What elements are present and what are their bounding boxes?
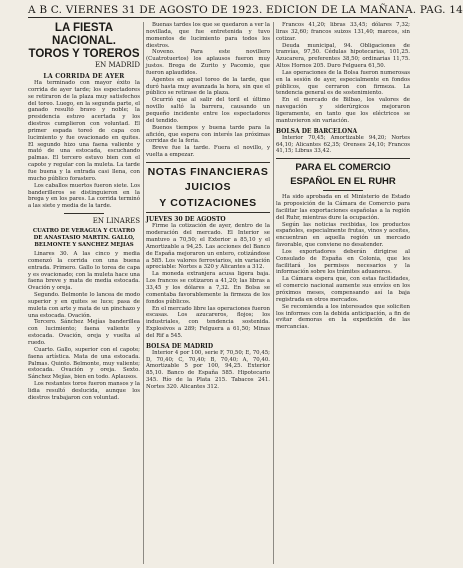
paragraph: Linares 30. A las cinco y media comenzó la corrida con una buena entrada. Primero. Gallo lo torea de capa y es ovacionado; con la muleta hace una faena breve y mata de media estocada. Ovación y oreja.: [28, 251, 140, 292]
paragraph: Se recomienda a los interesados que soliciten los informes con la debida anticipación, a fin de evitar demoras en la expedición de las mercancías.: [276, 303, 410, 331]
section-heading: CUATRO DE VERAGUA Y CUATRO DE ANASTASIO MARTIN. GALLO, BELMONTE Y SANCHEZ MEJIAS: [32, 228, 136, 249]
article-body: [276, 22, 410, 125]
headline: NOTAS FINANCIERAS: [147, 165, 269, 178]
paragraph: Tercero. Sánchez Mejías banderillea con lucimiento; faena valiente y estocada. Ovación, oreja y vuelta al ruedo.: [28, 319, 140, 346]
article-body: [276, 194, 410, 331]
paragraph: Segundo. Belmonte lo lancea de modo superior y en quites se luce; pasa de muleta con arte y mata de un pinchazo y una estocada. Ovación.: [28, 292, 140, 319]
paragraph: Noveno. Para este novillero (Cuatrotuertos) los aplausos fueron muy justos. Brega de Zurito y Pacomio, que fueron aplaudidos.: [146, 49, 270, 76]
headline: JUICIOS: [184, 181, 232, 194]
headline: ESPAÑOL EN EL RUHR: [290, 176, 396, 188]
article-body: [28, 251, 140, 402]
headline: PARA EL COMERCIO: [295, 162, 391, 174]
column-right: [276, 22, 410, 564]
section-heading: BOLSA DE BARCELONA: [276, 127, 358, 135]
paragraph: La moneda extranjera acusa ligera baja. Los francos se cotizaron a 41,20; las libras a 33,45 y los dólares a 7,32. En Bolsa se comentaba favorablemente la firmeza de los fondos públicos.: [146, 271, 270, 305]
paragraph: Buenas tardes los que se quedaron a ver la novillada, que fue entretenida y tuvo momentos de lucimiento para todos los diestros.: [146, 22, 270, 49]
paragraph: Ha terminado con mayor éxito la corrida de ayer tarde; los espectadores se retiraron de la plaza muy satisfechos del toreo. Luego, en la segunda parte, el ganado resultó bravo y noble; la presidencia estuvo acertada y los diestros cumplieron con voluntad. El primer espada toreó de capa con lucimiento y fue ovacionado en quites. El segundo hizo una faena valiente y mató de una estocada, escuchando palmas. El tercero estuvo bien con el capote y regular con la muleta. La tarde fue buena y la entrada casi llena, con mucho público forastero.: [28, 80, 140, 182]
paragraph: Agentes en aquel toreo de la tarde, que duró hasta muy avanzada la hora, sin que el público se retirase de la plaza.: [146, 76, 270, 97]
separator: [64, 213, 104, 214]
column-left: [28, 22, 140, 564]
paragraph: Cuarto. Gallo, superior con el capote; faena artística. Mata de una estocada. Palmas. Quinto. Belmonte, muy valiente; estocada. Ovación y oreja. Sexto. Sánchez Mejías, bien en todo. Aplausos.: [28, 346, 140, 381]
column-rule: [273, 22, 274, 564]
paragraph: Buenos tiempos y buena tarde para la afición, que espera con interés las próximas corridas de la feria.: [146, 124, 270, 145]
paragraph: Deuda municipal, 94. Obligaciones de tranvías, 97,50. Cédulas hipotecarias, 101,25. Azucarera, preferentes 38,50; ordinarias 11,75. Altos Hornos 205. Duro Felguera 61,50.: [276, 42, 410, 70]
paragraph: Los exportadores deberán dirigirse al Consulado de España en Colonia, que les facilitará los permisos necesarios y la información sobre los trámites aduaneros.: [276, 248, 410, 276]
paragraph: Francos 41,20; libras 33,45; dólares 7,32; liras 32,60; francos suizos 131,40; marcos, sin cotizar.: [276, 22, 410, 42]
paragraph: La Cámara espera que, con estas facilidades, el comercio nacional aumente sus envíos en los próximos meses, compensando así la baja registrada en otros mercados.: [276, 276, 410, 303]
paragraph: Firme la cotización de ayer, dentro de la moderación del mercado. El Interior se mantuvo a 70,50; el Exterior a 85,10 y el Amortizable a 94,25. Las acciones del Banco de España mejoraron un entero, cotizándose a 585. Los valores ferroviarios, sin variación apreciable: Nortes a 320 y Alicantes a 312.: [146, 223, 270, 271]
paragraph: En el mercado de Bilbao, los valores de navegación y siderúrgicos mejoraron ligeramente, en tanto que los eléctricos se mantuvieron sin variación.: [276, 97, 410, 124]
section-heading: JUEVES 30 DE AGOSTO: [146, 216, 226, 224]
article-body: [146, 22, 270, 159]
column-middle: [146, 22, 270, 564]
paragraph: Ha sido aprobada en el Ministerio de Estado la proposición de la Cámara de Comercio para facilitar las exportaciones españolas a la región del Ruhr, mientras dure la ocupación.: [276, 194, 410, 221]
divider: [146, 162, 270, 163]
headline: LA FIESTA NACIONAL.: [52, 22, 116, 47]
subheading: EN LINARES: [92, 217, 140, 226]
paragraph: Según las noticias recibidas, los productos españoles, especialmente frutas, vinos y aceites, encuentran en aquella región un mercado favorable, que conviene no desatender.: [276, 221, 410, 249]
column-rule: [143, 22, 144, 564]
paragraph: Interior 4 por 100, serie F, 70,50; E, 70,45; D, 70,40; C, 70,40; B, 70,40; A, 70,40. Amortizable 5 por 100, 94,25. Exterior 85,10. Banco de España 585. Hipotecario 345. Río de la Plata 215. Tabacos 241. Nortes 320. Alicantes 312.: [146, 349, 270, 390]
paragraph: En el mercado libre las operaciones fueron escasas. Los azucareros, flojos; los industriales, con tendencia sostenida. Explosivos a 289; Felguera a 61,50; Minas del Rif a 545.: [146, 305, 270, 339]
article-body: [28, 80, 140, 210]
divider: [276, 158, 410, 159]
headline: Y COTIZACIONES: [159, 196, 257, 209]
section-heading: LA CORRIDA DE AYER: [43, 73, 125, 80]
article-body: [276, 135, 410, 156]
subheading: EN MADRID: [95, 61, 140, 69]
paragraph: Interior 70,45; Amortizable 94,20; Nortes 64,10; Alicantes 62,35; Orenses 24,10; Francos 41,15; Libras 33,42.: [276, 134, 410, 155]
paragraph: Ocurrió que al salir del toril el último novillo saltó la barrera, causando un pequeño incidente entre los espectadores del tendido.: [146, 97, 270, 124]
section-heading: BOLSA DE MADRID: [146, 342, 214, 350]
article-body: [146, 223, 270, 339]
paragraph: Los restantes toros fueron mansos y la lidia resultó deslucida, aunque los diestros trabajaron con voluntad.: [28, 381, 140, 401]
paragraph: Los caballos muertos fueron siete. Los banderilleros se distinguieron en la brega y en los pares. La corrida terminó a las siete y media de la tarde.: [28, 182, 140, 210]
divider: [146, 212, 270, 213]
separator: [323, 190, 363, 191]
headline: TOROS Y TOREROS: [28, 48, 140, 60]
paragraph: Breve fue la tarde. Fuera el novillo, y vuelta a empezar.: [146, 145, 270, 159]
paragraph: Las operaciones de la Bolsa fueron numerosas en la sesión de ayer, especialmente en fondos públicos, que cerraron con firmeza. La tendencia general es de sostenimiento.: [276, 69, 410, 97]
article-body: [146, 350, 270, 391]
page-header: A B C. VIERNES 31 DE AGOSTO DE 1923. EDICION DE LA MAÑANA. PAG. 14: [28, 4, 463, 16]
